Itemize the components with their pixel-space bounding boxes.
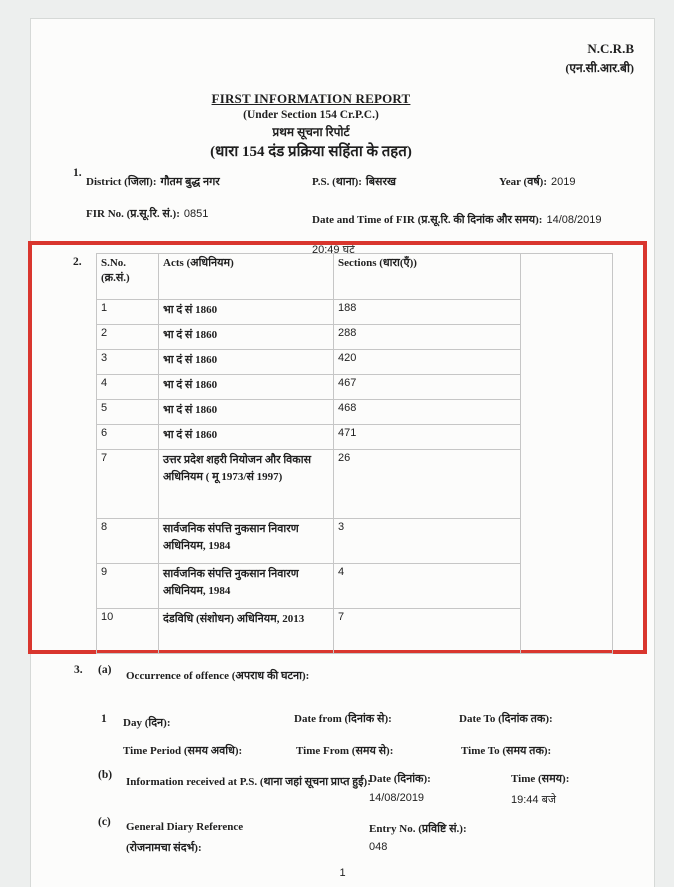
section3-number: 3.: [74, 664, 83, 676]
fir-no-field: [86, 204, 208, 222]
time-period-label: Time Period (समय अवधि):: [123, 745, 243, 757]
ps-label: P.S. (थाना):: [312, 176, 362, 188]
time-to-label: Time To (समय तक):: [461, 745, 552, 757]
cell-sno: 8: [97, 519, 159, 564]
cell-sno: 4: [97, 375, 159, 400]
col-header-sno-line1: S.No.: [101, 257, 127, 269]
cell-sno: 6: [97, 425, 159, 450]
cell-act: भा दं सं 1860: [159, 325, 334, 350]
cell-sections: 471: [334, 425, 521, 450]
ps-field: [312, 172, 396, 190]
district-value: गौतम बुद्ध नगर: [160, 176, 220, 188]
year-field: [499, 172, 576, 190]
cell-sections: 188: [334, 300, 521, 325]
occurrence-row-number: 1: [101, 713, 107, 725]
date-from-label: Date from (दिनांक से):: [294, 713, 392, 725]
district-label: District (जिला):: [86, 176, 157, 188]
acts-sections-table: [96, 253, 613, 654]
col-header-sno-line2: (क्र.सं.): [101, 271, 130, 284]
ncrb-header: [565, 39, 634, 77]
document-subtitle-hindi: (धारा 154 दंड प्रक्रिया सहिंता के तहत): [210, 144, 412, 161]
document-subtitle: (Under Section 154 Cr.P.C.): [243, 108, 379, 121]
info-date-label: Date (दिनांक):: [369, 773, 431, 785]
org-name-hi: (एन.सी.आर.बी): [565, 60, 634, 75]
cell-sections: 420: [334, 350, 521, 375]
gd-reference-label-en: General Diary Reference: [126, 821, 244, 833]
cell-sections: 26: [334, 450, 521, 519]
cell-sno: 9: [97, 564, 159, 609]
cell-sno: 10: [97, 609, 159, 654]
time-from-label: Time From (समय से):: [296, 745, 394, 757]
cell-sno: 5: [97, 400, 159, 425]
cell-sections: 7: [334, 609, 521, 654]
cell-act: दंडविधि (संशोधन) अधिनियम, 2013: [159, 609, 334, 654]
cell-sections: 4: [334, 564, 521, 609]
ps-value: बिसरख: [365, 176, 396, 188]
cell-act: भा दं सं 1860: [159, 425, 334, 450]
col-header-sno: [97, 254, 159, 300]
section3c-id: (c): [98, 816, 111, 828]
org-name-en: N.C.R.B: [587, 41, 634, 56]
fir-datetime-value: 14/08/2019 20:49 घंटे: [312, 214, 602, 257]
district-field: [86, 172, 220, 190]
day-label: Day (दिन):: [123, 717, 171, 729]
cell-sections: 468: [334, 400, 521, 425]
title-block: [31, 91, 591, 163]
info-time-value: 19:44 बजे: [511, 794, 557, 806]
table-empty-column: [521, 254, 613, 654]
gd-reference-label: [126, 817, 243, 859]
cell-sections: 288: [334, 325, 521, 350]
cell-sno: 2: [97, 325, 159, 350]
entry-no-label: Entry No. (प्रविष्टि सं.):: [369, 823, 467, 835]
col-header-sections: Sections (धारा(एँ)): [334, 254, 521, 300]
info-time-label: Time (समय):: [511, 773, 570, 785]
cell-act: सार्वजनिक संपत्ति नुकसान निवारण अधिनियम, 1984: [159, 519, 334, 564]
info-received-label: Information received at P.S. (थाना जहां सूचना प्राप्त हुई):: [126, 776, 371, 788]
fir-datetime-label: Date and Time of FIR (प्र.सू.रि. की दिनांक और समय):: [312, 214, 543, 226]
occurrence-label: Occurrence of offence (अपराध की घटना):: [126, 670, 310, 682]
cell-act: भा दं सं 1860: [159, 300, 334, 325]
document-title-hindi: प्रथम सूचना रिपोर्ट: [272, 124, 350, 139]
cell-act: भा दं सं 1860: [159, 400, 334, 425]
section3b-id: (b): [98, 769, 113, 781]
cell-sno: 3: [97, 350, 159, 375]
gd-reference-label-hi: (रोजनामचा संदर्भ):: [126, 841, 202, 854]
section1-number: 1.: [73, 167, 82, 179]
cell-sections: 3: [334, 519, 521, 564]
date-to-label: Date To (दिनांक तक):: [459, 713, 553, 725]
fir-no-label: FIR No. (प्र.सू.रि. सं.):: [86, 208, 180, 220]
col-header-acts: Acts (अधिनियम): [159, 254, 334, 300]
cell-act: भा दं सं 1860: [159, 375, 334, 400]
fir-no-value: 0851: [183, 208, 209, 220]
cell-act: भा दं सं 1860: [159, 350, 334, 375]
cell-act: उत्तर प्रदेश शहरी नियोजन और विकास अधिनियम ( मू 1973/सं 1997): [159, 450, 334, 519]
cell-act: सार्वजनिक संपत्ति नुकसान निवारण अधिनियम, 1984: [159, 564, 334, 609]
cell-sections: 467: [334, 375, 521, 400]
page-number: 1: [339, 867, 346, 879]
info-date-value: 14/08/2019: [369, 792, 425, 804]
document-title: FIRST INFORMATION REPORT: [211, 91, 411, 106]
cell-sno: 1: [97, 300, 159, 325]
section3a-id: (a): [98, 664, 112, 676]
section2-number: 2.: [73, 256, 82, 268]
table-header-row: [97, 254, 613, 300]
year-label: Year (वर्ष):: [499, 176, 548, 188]
year-value: 2019: [551, 176, 576, 188]
cell-sno: 7: [97, 450, 159, 519]
entry-no-value: 048: [369, 841, 388, 853]
document-page: [30, 18, 655, 887]
